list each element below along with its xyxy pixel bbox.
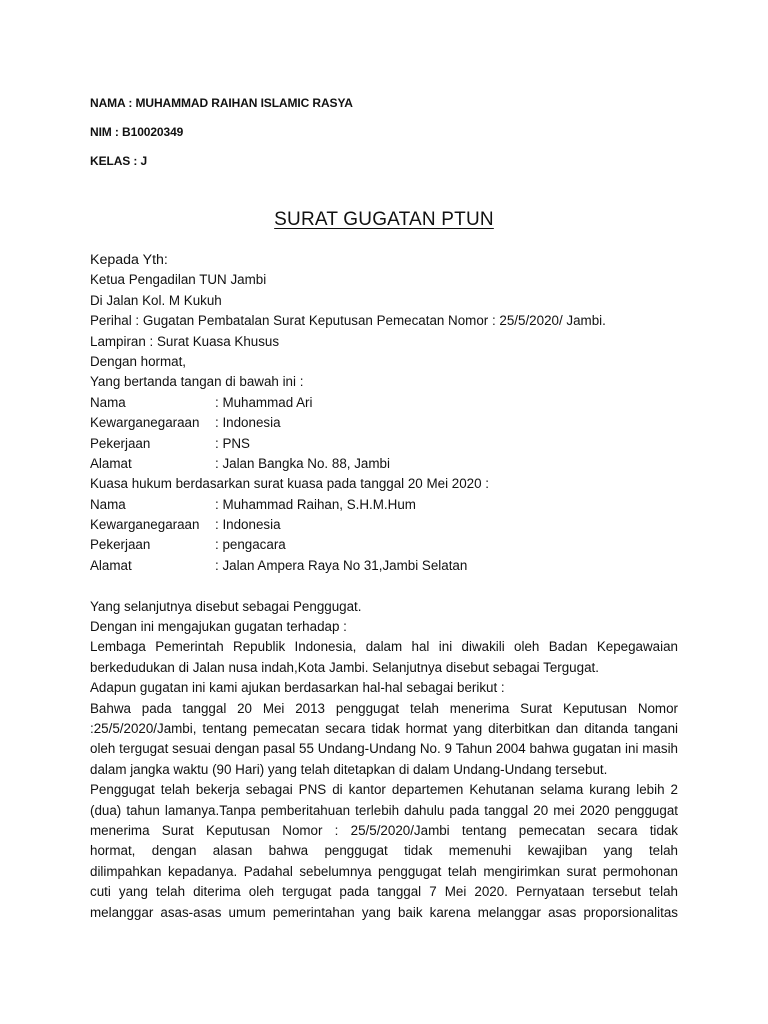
identity-label: Pekerjaan xyxy=(90,537,151,553)
identity-label: Alamat xyxy=(90,455,132,471)
identity-value: : pengacara xyxy=(215,537,286,553)
student-nim: NIM : B10020349 xyxy=(90,125,184,139)
attorney-identity xyxy=(90,495,678,577)
body-line: hormat, dengan alasan bahwa penggugat tidak memenuhi kewajiban yang telah xyxy=(90,843,678,859)
subject-line: Perihal : Gugatan Pembatalan Surat Keputusan Pemecatan Nomor : 25/5/2020/ Jambi. xyxy=(90,313,606,329)
student-name: NAMA : MUHAMMAD RAIHAN ISLAMIC RASYA xyxy=(90,96,353,110)
identity-label: Kewarganegaraan xyxy=(90,415,200,431)
identity-value: : Indonesia xyxy=(215,415,281,431)
student-class: KELAS : J xyxy=(90,154,148,168)
identity-value: : Muhammad Raihan, S.H.M.Hum xyxy=(215,496,416,512)
identity-label: Nama xyxy=(90,394,126,410)
intro-line: Yang bertanda tangan di bawah ini : xyxy=(90,374,304,390)
identity-row xyxy=(90,535,678,555)
body-line: berkedudukan di Jalan nusa indah,Kota Jambi. Selanjutnya disebut sebagai Tergugat. xyxy=(90,659,599,675)
attorney-intro: Kuasa hukum berdasarkan surat kuasa pada tanggal 20 Mei 2020 : xyxy=(90,476,490,492)
identity-row xyxy=(90,556,678,576)
body-line: Dengan ini mengajukan gugatan terhadap : xyxy=(90,619,347,635)
identity-row xyxy=(90,413,678,433)
identity-value: : Jalan Ampera Raya No 31,Jambi Selatan xyxy=(215,557,468,573)
recipient-heading: Kepada Yth: xyxy=(90,252,168,268)
document-title: SURAT GUGATAN PTUN xyxy=(274,209,494,230)
identity-row xyxy=(90,454,678,474)
identity-row xyxy=(90,495,678,515)
letter-body xyxy=(90,250,678,923)
body-line: Penggugat telah bekerja sebagai PNS di kantor departemen Kehutanan selama kurang lebih 2 xyxy=(90,782,678,798)
identity-row xyxy=(90,393,678,413)
address-line: Di Jalan Kol. M Kukuh xyxy=(90,292,222,308)
body-line: Bahwa pada tanggal 20 Mei 2013 penggugat telah menerima Surat Keputusan Nomor xyxy=(90,700,678,716)
body-line: cuti yang telah diterima oleh tergugat pada tanggal 7 Mei 2020. Pernyataan tersebut telah xyxy=(90,884,678,900)
attachment-line: Lampiran : Surat Kuasa Khusus xyxy=(90,333,280,349)
body-line: Yang selanjutnya disebut sebagai Penggugat. xyxy=(90,598,362,614)
paragraph-1 xyxy=(90,699,678,781)
identity-value: : PNS xyxy=(215,435,250,451)
paragraph-gap xyxy=(90,576,678,596)
identity-label: Kewarganegaraan xyxy=(90,517,200,533)
body-line: menerima Surat Keputusan Nomor : 25/5/2020/Jambi tentang pemecatan secara tidak xyxy=(90,822,678,838)
identity-label: Alamat xyxy=(90,557,132,573)
body-line: (dua) tahun lamanya.Tanpa pemberitahuan terlebih dahulu pada tanggal 20 mei 2020 penggugat xyxy=(90,802,678,818)
body-line: oleh tergugat sesuai dengan pasal 55 Undang-Undang No. 9 Tahun 2004 bahwa gugatan ini masih xyxy=(90,741,678,757)
identity-row xyxy=(90,434,678,454)
identity-value: : Muhammad Ari xyxy=(215,394,313,410)
body-line: Lembaga Pemerintah Republik Indonesia, dalam hal ini diwakili oleh Badan Kepegawaian xyxy=(90,639,678,655)
identity-value: : Indonesia xyxy=(215,517,281,533)
body-line: dilimpahkan kepadanya. Padahal sebelumnya penggugat telah mengirimkan surat permohonan xyxy=(90,863,678,879)
body-line: dalam jangka waktu (90 Hari) yang telah ditetapkan di dalam Undang-Undang tersebut. xyxy=(90,761,608,777)
greeting-line: Dengan hormat, xyxy=(90,353,187,369)
identity-row xyxy=(90,515,678,535)
body-line: melanggar asas-asas umum pemerintahan yang baik karena melanggar asas proporsionalitas xyxy=(90,904,678,920)
paragraph-2 xyxy=(90,780,678,923)
plaintiff-identity xyxy=(90,393,678,475)
body-line: :25/5/2020/Jambi, tentang pemecatan secara tidak hormat yang diterbitkan dan ditanda tangani xyxy=(90,720,678,736)
identity-label: Pekerjaan xyxy=(90,435,151,451)
body-line: Adapun gugatan ini kami ajukan berdasarkan hal-hal sebagai berikut : xyxy=(90,680,505,696)
address-block xyxy=(90,270,678,392)
identity-label: Nama xyxy=(90,496,126,512)
address-line: Ketua Pengadilan TUN Jambi xyxy=(90,272,267,288)
identity-value: : Jalan Bangka No. 88, Jambi xyxy=(215,455,390,471)
defendant-block xyxy=(90,637,678,698)
